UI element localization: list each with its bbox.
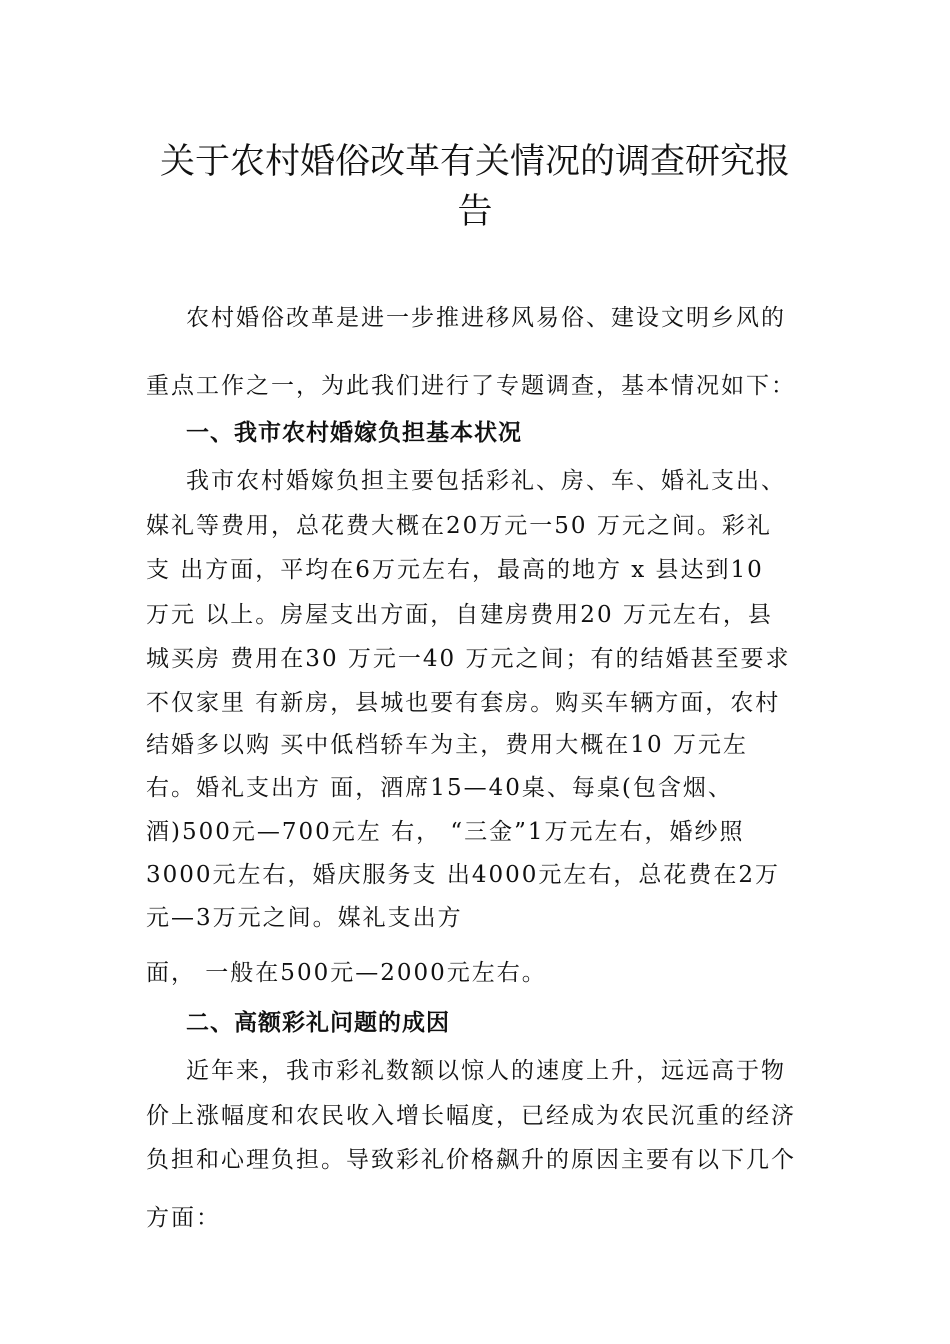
section-1-line-3: 支 出方面，平均在6万元左右，最高的地方 x 县达到10 [146, 557, 764, 583]
section-2-line-1: 近年来，我市彩礼数额以惊人的速度上升，远远高于物 [186, 1058, 786, 1084]
section-1-line-6: 不仅家里 有新房，县城也要有套房。购买车辆方面，农村 [146, 690, 781, 716]
section-1-line-5: 城买房 费用在30 万元一40 万元之间；有的结婚甚至要求 [146, 646, 791, 672]
section-1-line-12: 面， 一般在500元—2000元左右。 [146, 960, 547, 986]
intro-line-2: 重点工作之一，为此我们进行了专题调查，基本情况如下： [146, 373, 796, 399]
section-1-line-10: 3000元左右，婚庆服务支 出4000元左右，总花费在2万 [146, 862, 781, 888]
section-2-line-3: 负担和心理负担。导致彩礼价格飙升的原因主要有以下几个 [146, 1147, 796, 1173]
document-title-line-2: 告 [457, 192, 493, 232]
section-1-line-2: 媒礼等费用，总花费大概在20万元一50 万元之间。彩礼 [146, 513, 772, 539]
section-2-line-4: 方面： [146, 1205, 221, 1231]
document-title-line-1: 关于农村婚俗改革有关情况的调查研究报 [159, 142, 790, 182]
section-1-line-11: 元—3万元之间。媒礼支出方 [146, 905, 463, 931]
intro-line-1: 农村婚俗改革是进一步推进移风易俗、建设文明乡风的 [186, 305, 786, 331]
section-1-line-8: 右。婚礼支出方 面，酒席15—40桌、每桌(包含烟、 [146, 775, 733, 801]
section-1-line-4: 万元 以上。房屋支出方面，自建房费用20 万元左右，县 [146, 602, 773, 628]
section-1-heading: 一、我市农村婚嫁负担基本状况 [186, 419, 522, 446]
section-1-line-9: 酒)500元—700元左 右， “三金”1万元左右，婚纱照 [146, 819, 745, 845]
section-1-line-7: 结婚多以购 买中低档轿车为主，费用大概在10 万元左 [146, 732, 748, 758]
section-2-heading: 二、高额彩礼问题的成因 [186, 1009, 450, 1036]
section-1-line-1: 我市农村婚嫁负担主要包括彩礼、房、车、婚礼支出、 [186, 468, 786, 494]
section-2-line-2: 价上涨幅度和农民收入增长幅度，已经成为农民沉重的经济 [146, 1103, 796, 1129]
